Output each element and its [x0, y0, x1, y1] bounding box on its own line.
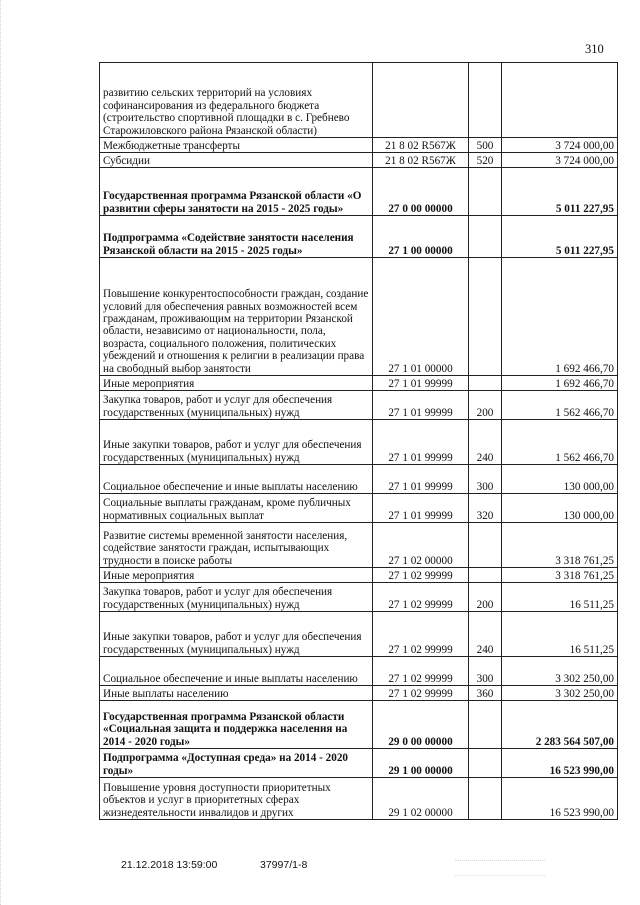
row-amount: 130 000,00 — [502, 465, 618, 494]
row-code: 27 1 02 99999 — [373, 583, 469, 612]
row-amount: 3 302 250,00 — [502, 686, 618, 701]
row-code: 27 1 01 99999 — [373, 494, 469, 523]
row-name: Иные мероприятия — [100, 568, 373, 583]
table-row — [100, 138, 618, 153]
row-amount: 5 011 227,95 — [502, 168, 618, 216]
row-code: 27 1 02 99999 — [373, 568, 469, 583]
table-row — [100, 391, 618, 420]
row-code: 29 0 00 00000 — [373, 701, 469, 749]
row-expense-type: 320 — [469, 494, 502, 523]
row-amount: 1 692 466,70 — [502, 258, 618, 376]
row-expense-type — [469, 778, 502, 820]
row-name: Иные закупки товаров, работ и услуг для обеспечения государственных (муниципальных) нужд — [100, 612, 373, 657]
row-name: Иные выплаты населению — [100, 686, 373, 701]
row-amount: 130 000,00 — [502, 494, 618, 523]
row-code: 27 0 00 00000 — [373, 168, 469, 216]
row-code: 27 1 02 00000 — [373, 523, 469, 568]
table-row-program — [100, 168, 618, 216]
row-expense-type — [469, 258, 502, 376]
row-name: Закупка товаров, работ и услуг для обеспечения государственных (муниципальных) нужд — [100, 391, 373, 420]
row-name: Социальное обеспечение и иные выплаты населению — [100, 465, 373, 494]
row-name: развитию сельских территорий на условиях софинансирования из федерального бюджета (строительство спортивной площадки в с. Гребнево Старожиловского района Рязанской области) — [100, 63, 373, 138]
row-name: Развитие системы временной занятости населения, содействие занятости граждан, испытывающих трудности в поиске работы — [100, 523, 373, 568]
row-expense-type: 300 — [469, 657, 502, 686]
row-expense-type — [469, 376, 502, 391]
row-expense-type: 240 — [469, 612, 502, 657]
row-name: Межбюджетные трансферты — [100, 138, 373, 153]
row-code: 29 1 00 00000 — [373, 749, 469, 778]
row-amount: 1 692 466,70 — [502, 376, 618, 391]
row-expense-type: 240 — [469, 420, 502, 465]
row-name: Государственная программа Рязанской области «О развитии сферы занятости на 2015 - 2025 годы» — [100, 168, 373, 216]
row-code: 27 1 01 99999 — [373, 376, 469, 391]
row-amount: 3 318 761,25 — [502, 568, 618, 583]
row-amount: 1 562 466,70 — [502, 391, 618, 420]
row-code: 27 1 02 99999 — [373, 686, 469, 701]
row-amount: 3 724 000,00 — [502, 153, 618, 168]
row-expense-type — [469, 63, 502, 138]
row-code: 27 1 02 99999 — [373, 657, 469, 686]
table-row — [100, 376, 618, 391]
row-name: Закупка товаров, работ и услуг для обеспечения государственных (муниципальных) нужд — [100, 583, 373, 612]
row-code: 29 1 02 00000 — [373, 778, 469, 820]
row-amount: 16 511,25 — [502, 583, 618, 612]
row-expense-type: 200 — [469, 583, 502, 612]
footer-document-id: 37997/1-8 — [260, 859, 308, 871]
row-amount: 16 523 990,00 — [502, 749, 618, 778]
row-name: Иные закупки товаров, работ и услуг для обеспечения государственных (муниципальных) нужд — [100, 420, 373, 465]
table-row — [100, 153, 618, 168]
budget-table — [99, 62, 618, 820]
row-expense-type: 500 — [469, 138, 502, 153]
table-row-subprogram — [100, 216, 618, 258]
footer-datetime: 21.12.2018 13:59:00 — [121, 859, 218, 871]
row-code: 27 1 02 99999 — [373, 612, 469, 657]
row-expense-type — [469, 168, 502, 216]
table-row — [100, 568, 618, 583]
page-number: 310 — [585, 42, 604, 56]
row-code: 27 1 00 00000 — [373, 216, 469, 258]
row-code: 21 8 02 R567Ж — [373, 138, 469, 153]
table-row — [100, 778, 618, 820]
row-name: Повышение конкурентоспособности граждан, создание условий для обеспечения равных возможностей всем гражданам, проживающим на территории Рязанской области, независимо от национальности, пола, возраста, социального положения, политических убеждений и отношения к религии в реализации права на свободный выбор занятости — [100, 258, 373, 376]
row-expense-type — [469, 701, 502, 749]
row-name: Подпрограмма «Доступная среда» на 2014 - 2020 годы» — [100, 749, 373, 778]
row-expense-type — [469, 749, 502, 778]
table-row — [100, 494, 618, 523]
row-amount: 3 724 000,00 — [502, 138, 618, 153]
row-amount: 16 511,25 — [502, 612, 618, 657]
row-amount: 3 318 761,25 — [502, 523, 618, 568]
row-code: 27 1 01 99999 — [373, 465, 469, 494]
row-code — [373, 63, 469, 138]
table-row — [100, 63, 618, 138]
row-code: 21 8 02 R567Ж — [373, 153, 469, 168]
table-row — [100, 657, 618, 686]
row-amount: 1 562 466,70 — [502, 420, 618, 465]
table-row — [100, 612, 618, 657]
table-row — [100, 523, 618, 568]
table-row — [100, 420, 618, 465]
row-name: Государственная программа Рязанской области «Социальная защита и поддержка населения на 2014 - 2020 годы» — [100, 701, 373, 749]
table-row — [100, 686, 618, 701]
row-amount: 2 283 564 507,00 — [502, 701, 618, 749]
row-expense-type: 360 — [469, 686, 502, 701]
table-row — [100, 465, 618, 494]
row-name: Социальные выплаты гражданам, кроме публичных нормативных социальных выплат — [100, 494, 373, 523]
row-expense-type — [469, 216, 502, 258]
scan-edge-artifact — [0, 0, 6, 905]
budget-table-body — [100, 63, 618, 820]
row-amount: 5 011 227,95 — [502, 216, 618, 258]
row-expense-type — [469, 568, 502, 583]
table-row — [100, 258, 618, 376]
row-amount — [502, 63, 618, 138]
table-row-subprogram — [100, 749, 618, 778]
row-expense-type: 520 — [469, 153, 502, 168]
row-name: Субсидии — [100, 153, 373, 168]
table-row — [100, 583, 618, 612]
row-name: Подпрограмма «Содействие занятости населения Рязанской области на 2015 - 2025 годы» — [100, 216, 373, 258]
table-row-program — [100, 701, 618, 749]
row-amount: 3 302 250,00 — [502, 657, 618, 686]
row-code: 27 1 01 99999 — [373, 391, 469, 420]
row-name: Иные мероприятия — [100, 376, 373, 391]
scan-noise-artifact — [455, 860, 545, 876]
row-code: 27 1 01 99999 — [373, 420, 469, 465]
row-expense-type: 200 — [469, 391, 502, 420]
row-expense-type: 300 — [469, 465, 502, 494]
row-amount: 16 523 990,00 — [502, 778, 618, 820]
row-expense-type — [469, 523, 502, 568]
row-name: Повышение уровня доступности приоритетных объектов и услуг в приоритетных сферах жизнедеятельности инвалидов и других — [100, 778, 373, 820]
row-name: Социальное обеспечение и иные выплаты населению — [100, 657, 373, 686]
row-code: 27 1 01 00000 — [373, 258, 469, 376]
